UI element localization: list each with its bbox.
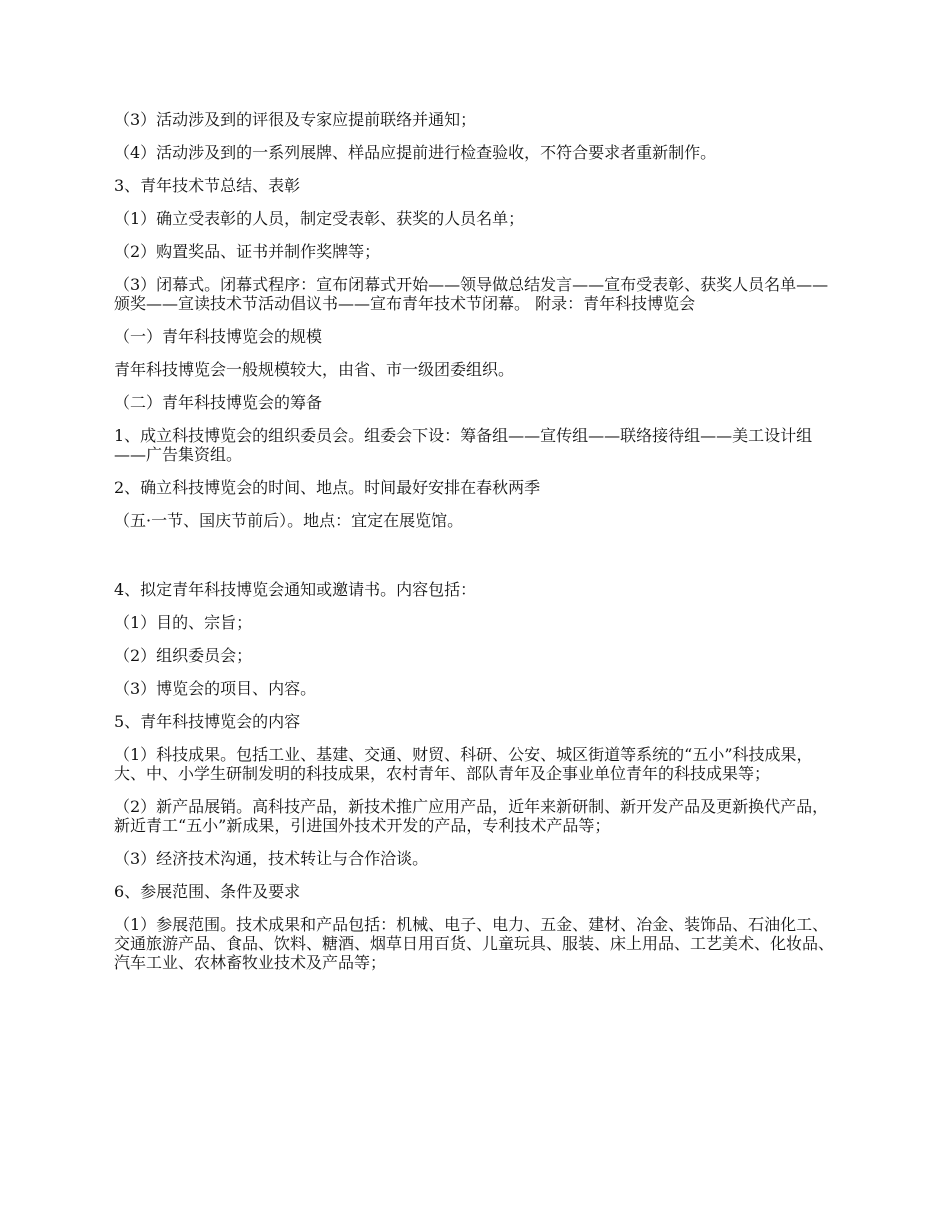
paragraph: （2）新产品展销。高科技产品，新技术推广应用产品，近年来新研制、新开发产品及更新换代产品，新近青工“五小”新成果，引进国外技术开发的产品，专利技术产品等； xyxy=(114,797,829,835)
section-heading: 5、青年科技博览会的内容 xyxy=(114,712,301,731)
blank-line xyxy=(114,544,844,580)
paragraph: 1、成立科技博览会的组织委员会。组委会下设：筹备组——宣传组——联络接待组——美工设计组——广告集资组。 xyxy=(114,426,813,464)
paragraph: （2）组织委员会； xyxy=(114,646,253,665)
section-heading: 6、参展范围、条件及要求 xyxy=(114,882,301,901)
section-heading: （二）青年科技博览会的筹备 xyxy=(114,393,323,412)
section-heading: 3、青年技术节总结、表彰 xyxy=(114,176,301,195)
paragraph: （1）确立受表彰的人员，制定受表彰、获奖的人员名单； xyxy=(114,209,525,228)
section-heading: 4、拟定青年科技博览会通知或邀请书。内容包括： xyxy=(114,580,477,599)
paragraph: 青年科技博览会一般规模较大，由省、市一级团委组织。 xyxy=(114,360,515,379)
paragraph: （1）目的、宗旨； xyxy=(114,613,253,632)
document-body xyxy=(114,110,844,986)
paragraph: （3）经济技术沟通，技术转让与合作洽谈。 xyxy=(114,849,429,868)
paragraph: （1）参展范围。技术成果和产品包括：机械、电子、电力、五金、建材、冶金、装饰品、石油化工、交通旅游产品、食品、饮料、糖酒、烟草日用百货、儿童玩具、服装、床上用品、工艺美术、化妆品、汽车工业、农林畜牧业技术及产品等； xyxy=(114,915,835,972)
paragraph: （五·一节、国庆节前后）。地点：宜定在展览馆。 xyxy=(114,511,464,530)
section-heading: （一）青年科技博览会的规模 xyxy=(114,327,323,346)
paragraph: （3）闭幕式。闭幕式程序：宣布闭幕式开始——领导做总结发言——宣布受表彰、获奖人员名单——颁奖——宣读技术节活动倡议书——宣布青年技术节闭幕。 附录：青年科技博览会 xyxy=(114,275,829,313)
paragraph: （3）活动涉及到的评很及专家应提前联络并通知； xyxy=(114,110,477,129)
paragraph: （4）活动涉及到的一系列展牌、样品应提前进行检查验收，不符合要求者重新制作。 xyxy=(114,143,717,162)
paragraph: 2、确立科技博览会的时间、地点。时间最好安排在春秋两季 xyxy=(114,478,541,497)
paragraph: （3）博览会的项目、内容。 xyxy=(114,679,317,698)
paragraph: （2）购置奖品、证书并制作奖牌等； xyxy=(114,242,381,261)
paragraph: （1）科技成果。包括工业、基建、交通、财贸、科研、公安、城区街道等系统的“五小”科技成果，大、中、小学生研制发明的科技成果，农村青年、部队青年及企事业单位青年的科技成果等； xyxy=(114,745,813,783)
